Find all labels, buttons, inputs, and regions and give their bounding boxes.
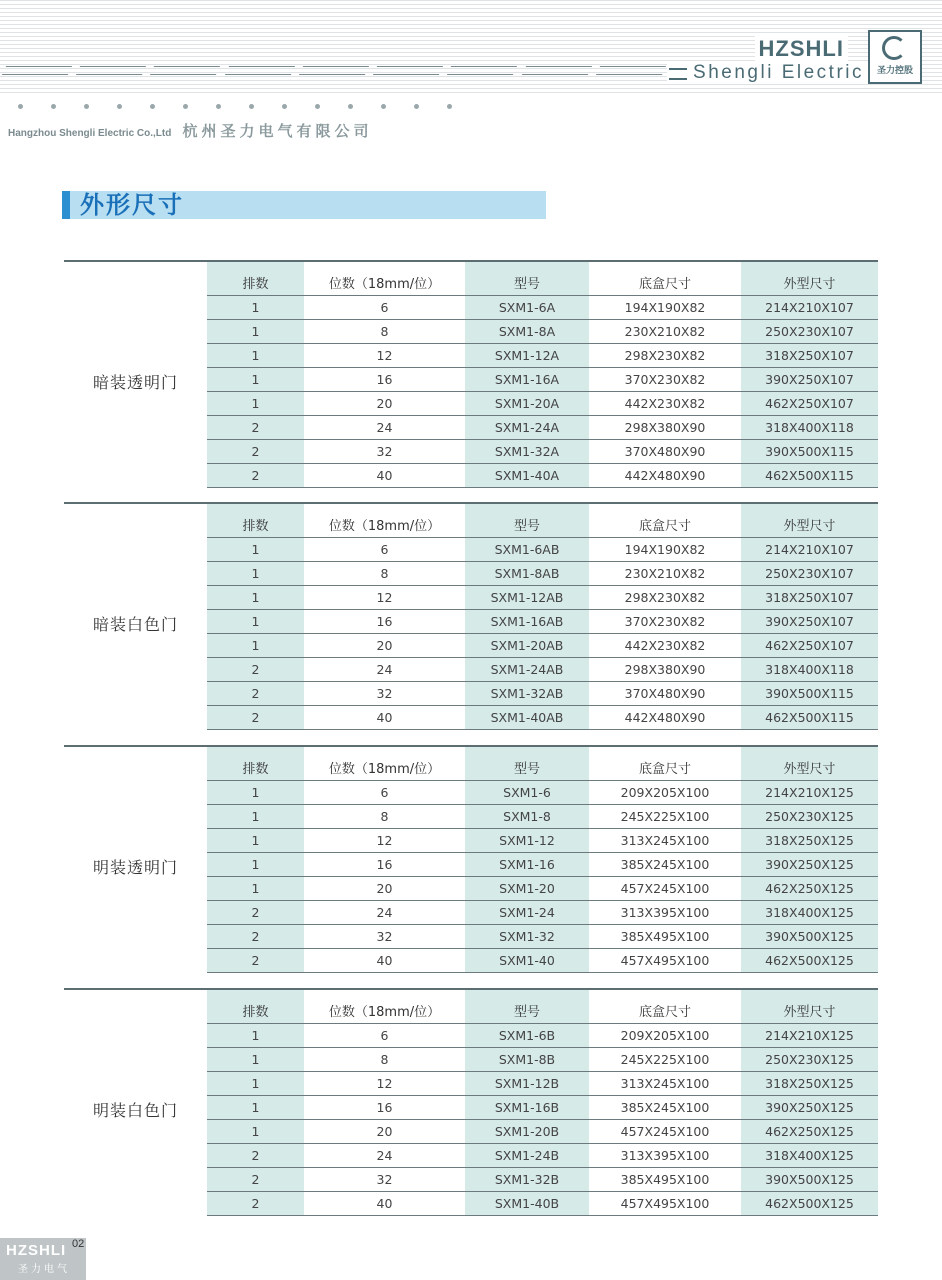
table-cell: 2: [207, 706, 304, 729]
table-row: [207, 1144, 878, 1168]
table-cell: 1: [207, 853, 304, 876]
table-cell: 462X250X107: [741, 634, 878, 657]
table-row: [207, 829, 878, 853]
table-cell: SXM1-6B: [465, 1024, 589, 1047]
table-cell: 6: [304, 781, 465, 804]
table-row: [207, 901, 878, 925]
table-cell: 2: [207, 925, 304, 948]
table-cell: 318X400X118: [741, 416, 878, 439]
table-cell: 8: [304, 1048, 465, 1071]
table-cell: 318X250X125: [741, 829, 878, 852]
table-cell: 1: [207, 392, 304, 415]
table-cell: SXM1-20A: [465, 392, 589, 415]
page-number: 02: [72, 1238, 85, 1250]
table-cell: 385X495X100: [589, 925, 741, 948]
column-header: 外型尺寸: [741, 747, 878, 780]
table-cell: 32: [304, 925, 465, 948]
table-cell: 298X380X90: [589, 658, 741, 681]
table-cell: 250X230X125: [741, 1048, 878, 1071]
table-cell: 8: [304, 562, 465, 585]
column-header: 型号: [465, 747, 589, 780]
table-cell: 298X230X82: [589, 586, 741, 609]
table-cell: 194X190X82: [589, 296, 741, 319]
table-cell: 245X225X100: [589, 1048, 741, 1071]
table-cell: SXM1-12: [465, 829, 589, 852]
table-cell: 214X210X107: [741, 296, 878, 319]
table-cell: SXM1-32A: [465, 440, 589, 463]
table-cell: 2: [207, 1168, 304, 1191]
table-cell: 230X210X82: [589, 320, 741, 343]
group-label: 暗装透明门: [92, 373, 178, 392]
table-cell: 214X210X107: [741, 538, 878, 561]
table-cell: 6: [304, 1024, 465, 1047]
spec-table-group: [64, 502, 878, 726]
section-title-text: 外形尺寸: [80, 191, 184, 219]
table-cell: SXM1-12B: [465, 1072, 589, 1095]
table-cell: 24: [304, 416, 465, 439]
table-cell: 2: [207, 440, 304, 463]
table-row: [207, 658, 878, 682]
column-header: 排数: [207, 262, 304, 295]
table-cell: 24: [304, 1144, 465, 1167]
header-dash-ornament: [4, 66, 664, 80]
column-header: 型号: [465, 262, 589, 295]
table-header-row: [207, 504, 878, 538]
company-name-en: Hangzhou Shengli Electric Co.,Ltd: [8, 128, 172, 139]
table-cell: 462X250X125: [741, 877, 878, 900]
table-cell: 318X400X118: [741, 658, 878, 681]
table-row: [207, 296, 878, 320]
table-cell: 442X230X82: [589, 634, 741, 657]
table-row: [207, 562, 878, 586]
table-cell: 1: [207, 586, 304, 609]
table-cell: 390X500X115: [741, 682, 878, 705]
table-cell: 1: [207, 1024, 304, 1047]
table-cell: 318X250X107: [741, 344, 878, 367]
company-logo: [868, 30, 922, 84]
table-cell: 1: [207, 320, 304, 343]
column-header: 排数: [207, 990, 304, 1023]
table-row: [207, 464, 878, 488]
table-cell: 1: [207, 1072, 304, 1095]
table-cell: 2: [207, 1192, 304, 1215]
table-cell: 442X480X90: [589, 706, 741, 729]
table-cell: 1: [207, 296, 304, 319]
table-cell: 40: [304, 949, 465, 972]
company-name-cn: 杭州圣力电气有限公司: [182, 122, 373, 140]
table-cell: SXM1-40: [465, 949, 589, 972]
column-header: 底盒尺寸: [589, 262, 741, 295]
column-header: 位数（18mm/位）: [304, 990, 465, 1023]
logo-text: 圣力控股: [876, 66, 913, 76]
table-cell: 32: [304, 440, 465, 463]
table-cell: 385X495X100: [589, 1168, 741, 1191]
table-row: [207, 634, 878, 658]
table-cell: SXM1-16AB: [465, 610, 589, 633]
table-row: [207, 416, 878, 440]
table-row: [207, 1048, 878, 1072]
table-cell: 2: [207, 1144, 304, 1167]
table-cell: SXM1-20B: [465, 1120, 589, 1143]
table-cell: 32: [304, 1168, 465, 1191]
table-cell: SXM1-8: [465, 805, 589, 828]
column-header: 外型尺寸: [741, 504, 878, 537]
table-cell: 457X495X100: [589, 1192, 741, 1215]
table-cell: 370X480X90: [589, 682, 741, 705]
table-cell: SXM1-32: [465, 925, 589, 948]
table-cell: 442X230X82: [589, 392, 741, 415]
table-row: [207, 877, 878, 901]
table-cell: 16: [304, 1096, 465, 1119]
table-cell: 457X245X100: [589, 1120, 741, 1143]
table-cell: 385X245X100: [589, 1096, 741, 1119]
footer-brand-cn: 圣力电气: [18, 1264, 70, 1275]
table-row: [207, 1024, 878, 1048]
footer-brand: HZSHLI: [6, 1242, 67, 1259]
dot-ornament: [18, 104, 452, 109]
table-row: [207, 682, 878, 706]
table-header-row: [207, 262, 878, 296]
table-cell: SXM1-12A: [465, 344, 589, 367]
table-cell: 250X230X125: [741, 805, 878, 828]
column-header: 底盒尺寸: [589, 504, 741, 537]
table-row: [207, 610, 878, 634]
spec-table: [207, 504, 878, 730]
table-cell: 1: [207, 562, 304, 585]
table-cell: 245X225X100: [589, 805, 741, 828]
table-cell: 457X495X100: [589, 949, 741, 972]
table-cell: 318X400X125: [741, 1144, 878, 1167]
table-cell: 390X500X125: [741, 925, 878, 948]
table-row: [207, 925, 878, 949]
table-cell: 462X500X115: [741, 464, 878, 487]
table-cell: 1: [207, 877, 304, 900]
table-cell: 40: [304, 706, 465, 729]
table-cell: 1: [207, 344, 304, 367]
table-cell: 457X245X100: [589, 877, 741, 900]
table-cell: 462X250X107: [741, 392, 878, 415]
table-row: [207, 781, 878, 805]
table-row: [207, 392, 878, 416]
table-cell: 318X250X125: [741, 1072, 878, 1095]
table-cell: 390X500X125: [741, 1168, 878, 1191]
column-header: 外型尺寸: [741, 262, 878, 295]
table-cell: SXM1-24AB: [465, 658, 589, 681]
table-cell: 462X500X125: [741, 1192, 878, 1215]
table-cell: 209X205X100: [589, 1024, 741, 1047]
table-cell: 16: [304, 853, 465, 876]
table-row: [207, 344, 878, 368]
page-header: [0, 0, 942, 100]
table-row: [207, 320, 878, 344]
table-cell: 1: [207, 1048, 304, 1071]
table-cell: 462X500X115: [741, 706, 878, 729]
table-header-row: [207, 990, 878, 1024]
table-cell: 1: [207, 634, 304, 657]
table-cell: 390X500X115: [741, 440, 878, 463]
table-cell: 8: [304, 320, 465, 343]
table-cell: 16: [304, 368, 465, 391]
table-cell: 318X250X107: [741, 586, 878, 609]
table-header-row: [207, 747, 878, 781]
table-row: [207, 853, 878, 877]
table-cell: SXM1-20AB: [465, 634, 589, 657]
table-cell: 298X380X90: [589, 416, 741, 439]
table-cell: 209X205X100: [589, 781, 741, 804]
table-cell: 2: [207, 682, 304, 705]
group-label: 明装透明门: [92, 858, 178, 877]
logo-mark-icon: [882, 36, 906, 60]
table-cell: SXM1-6AB: [465, 538, 589, 561]
table-row: [207, 368, 878, 392]
column-header: 位数（18mm/位）: [304, 504, 465, 537]
column-header: 底盒尺寸: [589, 747, 741, 780]
table-row: [207, 538, 878, 562]
table-row: [207, 440, 878, 464]
table-row: [207, 1096, 878, 1120]
table-row: [207, 586, 878, 610]
table-cell: 462X500X125: [741, 949, 878, 972]
table-cell: 20: [304, 1120, 465, 1143]
table-cell: 12: [304, 1072, 465, 1095]
table-cell: 16: [304, 610, 465, 633]
spec-table-group: [64, 260, 878, 484]
table-cell: 214X210X125: [741, 1024, 878, 1047]
table-cell: 32: [304, 682, 465, 705]
table-cell: SXM1-24: [465, 901, 589, 924]
column-header: 位数（18mm/位）: [304, 747, 465, 780]
table-cell: 24: [304, 658, 465, 681]
table-cell: SXM1-8AB: [465, 562, 589, 585]
table-cell: 385X245X100: [589, 853, 741, 876]
table-cell: 390X250X125: [741, 853, 878, 876]
table-cell: 370X480X90: [589, 440, 741, 463]
table-cell: SXM1-6A: [465, 296, 589, 319]
table-cell: SXM1-8A: [465, 320, 589, 343]
column-header: 型号: [465, 990, 589, 1023]
table-cell: 313X395X100: [589, 901, 741, 924]
table-cell: 12: [304, 829, 465, 852]
table-cell: 390X250X125: [741, 1096, 878, 1119]
table-cell: 12: [304, 344, 465, 367]
table-cell: 6: [304, 538, 465, 561]
table-cell: 20: [304, 877, 465, 900]
column-header: 型号: [465, 504, 589, 537]
table-cell: 298X230X82: [589, 344, 741, 367]
table-cell: 24: [304, 901, 465, 924]
table-cell: 1: [207, 1096, 304, 1119]
table-row: [207, 1168, 878, 1192]
table-cell: SXM1-32AB: [465, 682, 589, 705]
spec-table: [207, 262, 878, 488]
table-cell: 1: [207, 538, 304, 561]
table-cell: 20: [304, 634, 465, 657]
table-cell: 230X210X82: [589, 562, 741, 585]
group-label: 明装白色门: [92, 1101, 178, 1120]
brand-name: HZSHLI: [755, 36, 848, 62]
table-cell: 2: [207, 416, 304, 439]
table-cell: SXM1-40A: [465, 464, 589, 487]
table-cell: 6: [304, 296, 465, 319]
spec-table: [207, 990, 878, 1216]
table-cell: SXM1-24A: [465, 416, 589, 439]
table-cell: 1: [207, 781, 304, 804]
table-cell: 313X395X100: [589, 1144, 741, 1167]
table-cell: 2: [207, 901, 304, 924]
table-row: [207, 949, 878, 973]
table-cell: SXM1-16A: [465, 368, 589, 391]
column-header: 位数（18mm/位）: [304, 262, 465, 295]
table-row: [207, 1120, 878, 1144]
table-cell: 2: [207, 658, 304, 681]
table-cell: 194X190X82: [589, 538, 741, 561]
table-row: [207, 706, 878, 730]
table-cell: SXM1-6: [465, 781, 589, 804]
table-cell: SXM1-16B: [465, 1096, 589, 1119]
table-cell: 390X250X107: [741, 610, 878, 633]
table-cell: SXM1-24B: [465, 1144, 589, 1167]
column-header: 底盒尺寸: [589, 990, 741, 1023]
table-cell: SXM1-16: [465, 853, 589, 876]
table-cell: 1: [207, 805, 304, 828]
table-cell: SXM1-12AB: [465, 586, 589, 609]
table-cell: 12: [304, 586, 465, 609]
table-cell: SXM1-40B: [465, 1192, 589, 1215]
section-title: [62, 191, 546, 219]
table-cell: 313X245X100: [589, 1072, 741, 1095]
section-title-accent: [62, 191, 70, 219]
column-header: 排数: [207, 747, 304, 780]
table-cell: SXM1-40AB: [465, 706, 589, 729]
brand-name-en: Shengli Electric: [667, 62, 868, 84]
table-cell: 313X245X100: [589, 829, 741, 852]
group-label: 暗装白色门: [92, 615, 178, 634]
table-row: [207, 805, 878, 829]
table-cell: 1: [207, 368, 304, 391]
table-cell: 1: [207, 1120, 304, 1143]
table-cell: 20: [304, 392, 465, 415]
table-cell: 214X210X125: [741, 781, 878, 804]
table-cell: 442X480X90: [589, 464, 741, 487]
company-line: [8, 120, 373, 141]
table-cell: 40: [304, 464, 465, 487]
column-header: 排数: [207, 504, 304, 537]
table-cell: 370X230X82: [589, 610, 741, 633]
table-cell: 318X400X125: [741, 901, 878, 924]
table-row: [207, 1192, 878, 1216]
table-cell: 2: [207, 949, 304, 972]
column-header: 外型尺寸: [741, 990, 878, 1023]
table-cell: 370X230X82: [589, 368, 741, 391]
table-row: [207, 1072, 878, 1096]
table-cell: 1: [207, 829, 304, 852]
table-cell: 40: [304, 1192, 465, 1215]
table-cell: 390X250X107: [741, 368, 878, 391]
table-cell: 250X230X107: [741, 562, 878, 585]
spec-table-group: [64, 745, 878, 969]
table-cell: SXM1-8B: [465, 1048, 589, 1071]
spec-table-group: [64, 988, 878, 1212]
table-cell: 462X250X125: [741, 1120, 878, 1143]
table-cell: 8: [304, 805, 465, 828]
spec-table: [207, 747, 878, 973]
table-cell: 2: [207, 464, 304, 487]
table-cell: 250X230X107: [741, 320, 878, 343]
table-cell: SXM1-32B: [465, 1168, 589, 1191]
table-cell: SXM1-20: [465, 877, 589, 900]
table-cell: 1: [207, 610, 304, 633]
